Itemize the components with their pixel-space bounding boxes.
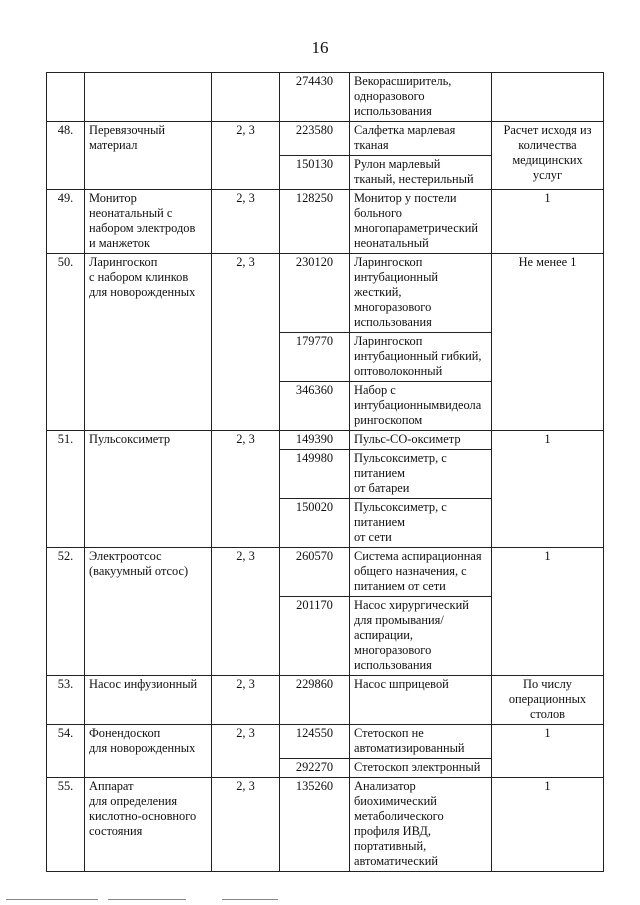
device-name: Электроотсос (вакуумный отсос) bbox=[85, 548, 212, 676]
row-number: 50. bbox=[47, 254, 85, 431]
device-name: Монитор неонатальный с набором электродов и манжеток bbox=[85, 190, 212, 254]
nomenclature-code: 201170 bbox=[280, 597, 350, 676]
nomenclature-description: Монитор у постели больного многопараметрический неонатальный bbox=[350, 190, 492, 254]
nomenclature-description: Насос шприцевой bbox=[350, 676, 492, 725]
nomenclature-description: Пульс-CO-оксиметр bbox=[350, 431, 492, 450]
table-row bbox=[47, 122, 604, 156]
device-name: Насос инфузионный bbox=[85, 676, 212, 725]
table-row bbox=[47, 676, 604, 725]
nomenclature-code: 179770 bbox=[280, 333, 350, 382]
row-number: 49. bbox=[47, 190, 85, 254]
device-name bbox=[85, 73, 212, 122]
row-number: 48. bbox=[47, 122, 85, 190]
row-number: 55. bbox=[47, 778, 85, 872]
nomenclature-code: 230120 bbox=[280, 254, 350, 333]
nomenclature-code: 135260 bbox=[280, 778, 350, 872]
nomenclature-description: Пульсоксиметр, с питанием от сети bbox=[350, 499, 492, 548]
division-type: 2, 3 bbox=[212, 431, 280, 548]
row-number: 51. bbox=[47, 431, 85, 548]
nomenclature-code: 274430 bbox=[280, 73, 350, 122]
nomenclature-code: 292270 bbox=[280, 759, 350, 778]
nomenclature-code: 149390 bbox=[280, 431, 350, 450]
nomenclature-description: Анализатор биохимический метаболического профиля ИВД, портативный, автоматический bbox=[350, 778, 492, 872]
device-name: Аппарат для определения кислотно-основного состояния bbox=[85, 778, 212, 872]
nomenclature-description: Набор с интубационнымвидеола рингоскопом bbox=[350, 382, 492, 431]
row-number: 53. bbox=[47, 676, 85, 725]
nomenclature-description: Стетоскоп электронный bbox=[350, 759, 492, 778]
required-quantity: Не менее 1 bbox=[492, 254, 604, 431]
row-number: 54. bbox=[47, 725, 85, 778]
nomenclature-code: 150020 bbox=[280, 499, 350, 548]
division-type: 2, 3 bbox=[212, 676, 280, 725]
equipment-table bbox=[46, 72, 604, 872]
device-name: Ларингоскоп с набором клинков для новорожденных bbox=[85, 254, 212, 431]
required-quantity: 1 bbox=[492, 548, 604, 676]
table-row bbox=[47, 254, 604, 333]
nomenclature-code: 128250 bbox=[280, 190, 350, 254]
division-type: 2, 3 bbox=[212, 122, 280, 190]
nomenclature-description: Ларингоскоп интубационный гибкий, оптоволоконный bbox=[350, 333, 492, 382]
division-type: 2, 3 bbox=[212, 190, 280, 254]
division-type bbox=[212, 73, 280, 122]
required-quantity: 1 bbox=[492, 725, 604, 778]
nomenclature-code: 150130 bbox=[280, 156, 350, 190]
table-row bbox=[47, 190, 604, 254]
nomenclature-description: Рулон марлевый тканый, нестерильный bbox=[350, 156, 492, 190]
row-number bbox=[47, 73, 85, 122]
nomenclature-code: 346360 bbox=[280, 382, 350, 431]
nomenclature-description: Салфетка марлевая тканая bbox=[350, 122, 492, 156]
division-type: 2, 3 bbox=[212, 548, 280, 676]
device-name: Перевязочный материал bbox=[85, 122, 212, 190]
division-type: 2, 3 bbox=[212, 254, 280, 431]
nomenclature-code: 260570 bbox=[280, 548, 350, 597]
division-type: 2, 3 bbox=[212, 778, 280, 872]
table-row bbox=[47, 73, 604, 122]
required-quantity: 1 bbox=[492, 431, 604, 548]
device-name: Фонендоскоп для новорожденных bbox=[85, 725, 212, 778]
nomenclature-description: Пульсоксиметр, с питанием от батареи bbox=[350, 450, 492, 499]
equipment-table-body bbox=[47, 73, 604, 872]
nomenclature-code: 124550 bbox=[280, 725, 350, 759]
table-row bbox=[47, 778, 604, 872]
required-quantity: 1 bbox=[492, 778, 604, 872]
nomenclature-description: Векорасширитель, одноразового использования bbox=[350, 73, 492, 122]
required-quantity: Расчет исходя из количества медицинских услуг bbox=[492, 122, 604, 190]
required-quantity: По числу операционных столов bbox=[492, 676, 604, 725]
table-row bbox=[47, 431, 604, 450]
table-row bbox=[47, 548, 604, 597]
nomenclature-description: Система аспирационная общего назначения, с питанием от сети bbox=[350, 548, 492, 597]
row-number: 52. bbox=[47, 548, 85, 676]
nomenclature-code: 223580 bbox=[280, 122, 350, 156]
footer-rule bbox=[0, 893, 640, 905]
division-type: 2, 3 bbox=[212, 725, 280, 778]
required-quantity bbox=[492, 73, 604, 122]
page-number: 16 bbox=[311, 38, 329, 57]
nomenclature-code: 149980 bbox=[280, 450, 350, 499]
nomenclature-description: Ларингоскоп интубационный жесткий, многоразового использования bbox=[350, 254, 492, 333]
nomenclature-description: Насос хирургический для промывания/ аспирации, многоразового использования bbox=[350, 597, 492, 676]
required-quantity: 1 bbox=[492, 190, 604, 254]
table-row bbox=[47, 725, 604, 759]
nomenclature-code: 229860 bbox=[280, 676, 350, 725]
device-name: Пульсоксиметр bbox=[85, 431, 212, 548]
nomenclature-description: Стетоскоп не автоматизированный bbox=[350, 725, 492, 759]
